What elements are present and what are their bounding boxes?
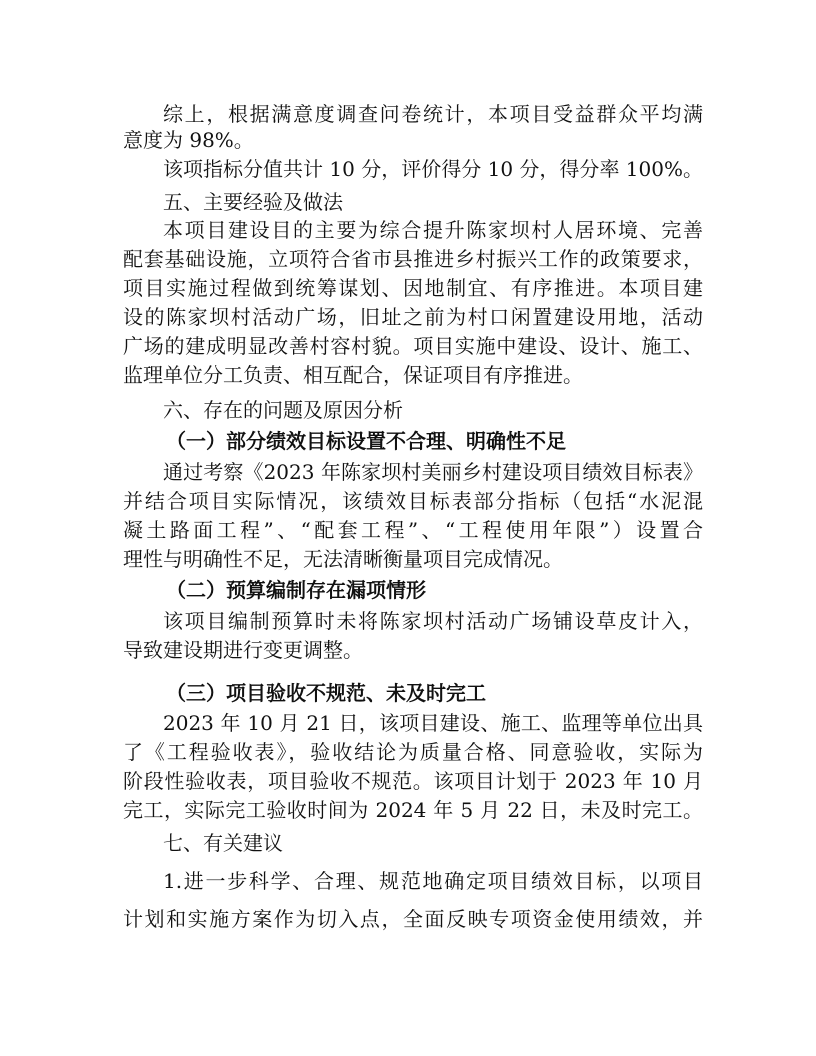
paragraph-line: 监理单位分工负责、相互配合，保证项目有序推进。: [123, 363, 583, 387]
section-heading-7: 七、有关建议: [163, 831, 283, 855]
paragraph-line: 该项目编制预算时未将陈家坝村活动广场铺设草皮计入，: [163, 609, 703, 633]
paragraph-line: 阶段性验收表，项目验收不规范。该项目计划于 2023 年 10 月: [123, 769, 703, 793]
paragraph-line: 计划和实施方案作为切入点，全面反映专项资金使用绩效，并: [123, 907, 703, 931]
paragraph-line: 了《工程验收表》，验收结论为质量合格、同意验收，实际为: [123, 740, 703, 764]
paragraph-line: 该项指标分值共计 10 分，评价得分 10 分，得分率 100%。: [163, 157, 703, 181]
subsection-heading-1: （一）部分绩效目标设置不合理、明确性不足: [166, 429, 566, 453]
paragraph-line: 综上，根据满意度调查问卷统计，本项目受益群众平均满: [163, 102, 703, 126]
paragraph-line: 意度为 98%。: [123, 128, 254, 152]
paragraph-line: 2023 年 10 月 21 日，该项目建设、施工、监理等单位出具: [163, 711, 703, 735]
paragraph-line: 导致建设期进行变更调整。: [123, 638, 363, 662]
subsection-heading-2: （二）预算编制存在漏项情形: [166, 578, 426, 602]
section-heading-6: 六、存在的问题及原因分析: [163, 398, 403, 422]
paragraph-line: 理性与明确性不足，无法清晰衡量项目完成情况。: [123, 547, 563, 571]
paragraph-line: 完工，实际完工验收时间为 2024 年 5 月 22 日，未及时完工。: [123, 798, 703, 822]
subsection-heading-3: （三）项目验收不规范、未及时完工: [166, 681, 486, 705]
paragraph-line: 通过考察《2023 年陈家坝村美丽乡村建设项目绩效目标表》: [163, 460, 703, 484]
paragraph-line: 凝土路面工程”、“配套工程”、“工程使用年限”）设置合: [123, 518, 703, 542]
paragraph-line: 1.进一步科学、合理、规范地确定项目绩效目标，以项目: [163, 869, 703, 893]
paragraph-line: 并结合项目实际情况，该绩效目标表部分指标（包括“水泥混: [123, 489, 703, 513]
paragraph-line: 设的陈家坝村活动广场，旧址之前为村口闲置建设用地，活动: [123, 305, 703, 329]
paragraph-line: 项目实施过程做到统筹谋划、因地制宜、有序推进。本项目建: [123, 276, 703, 300]
section-heading-5: 五、主要经验及做法: [163, 190, 343, 214]
paragraph-line: 本项目建设目的主要为综合提升陈家坝村人居环境、完善: [163, 218, 703, 242]
paragraph-line: 配套基础设施，立项符合省市县推进乡村振兴工作的政策要求，: [123, 247, 703, 271]
paragraph-line: 广场的建成明显改善村容村貌。项目实施中建设、设计、施工、: [123, 334, 703, 358]
